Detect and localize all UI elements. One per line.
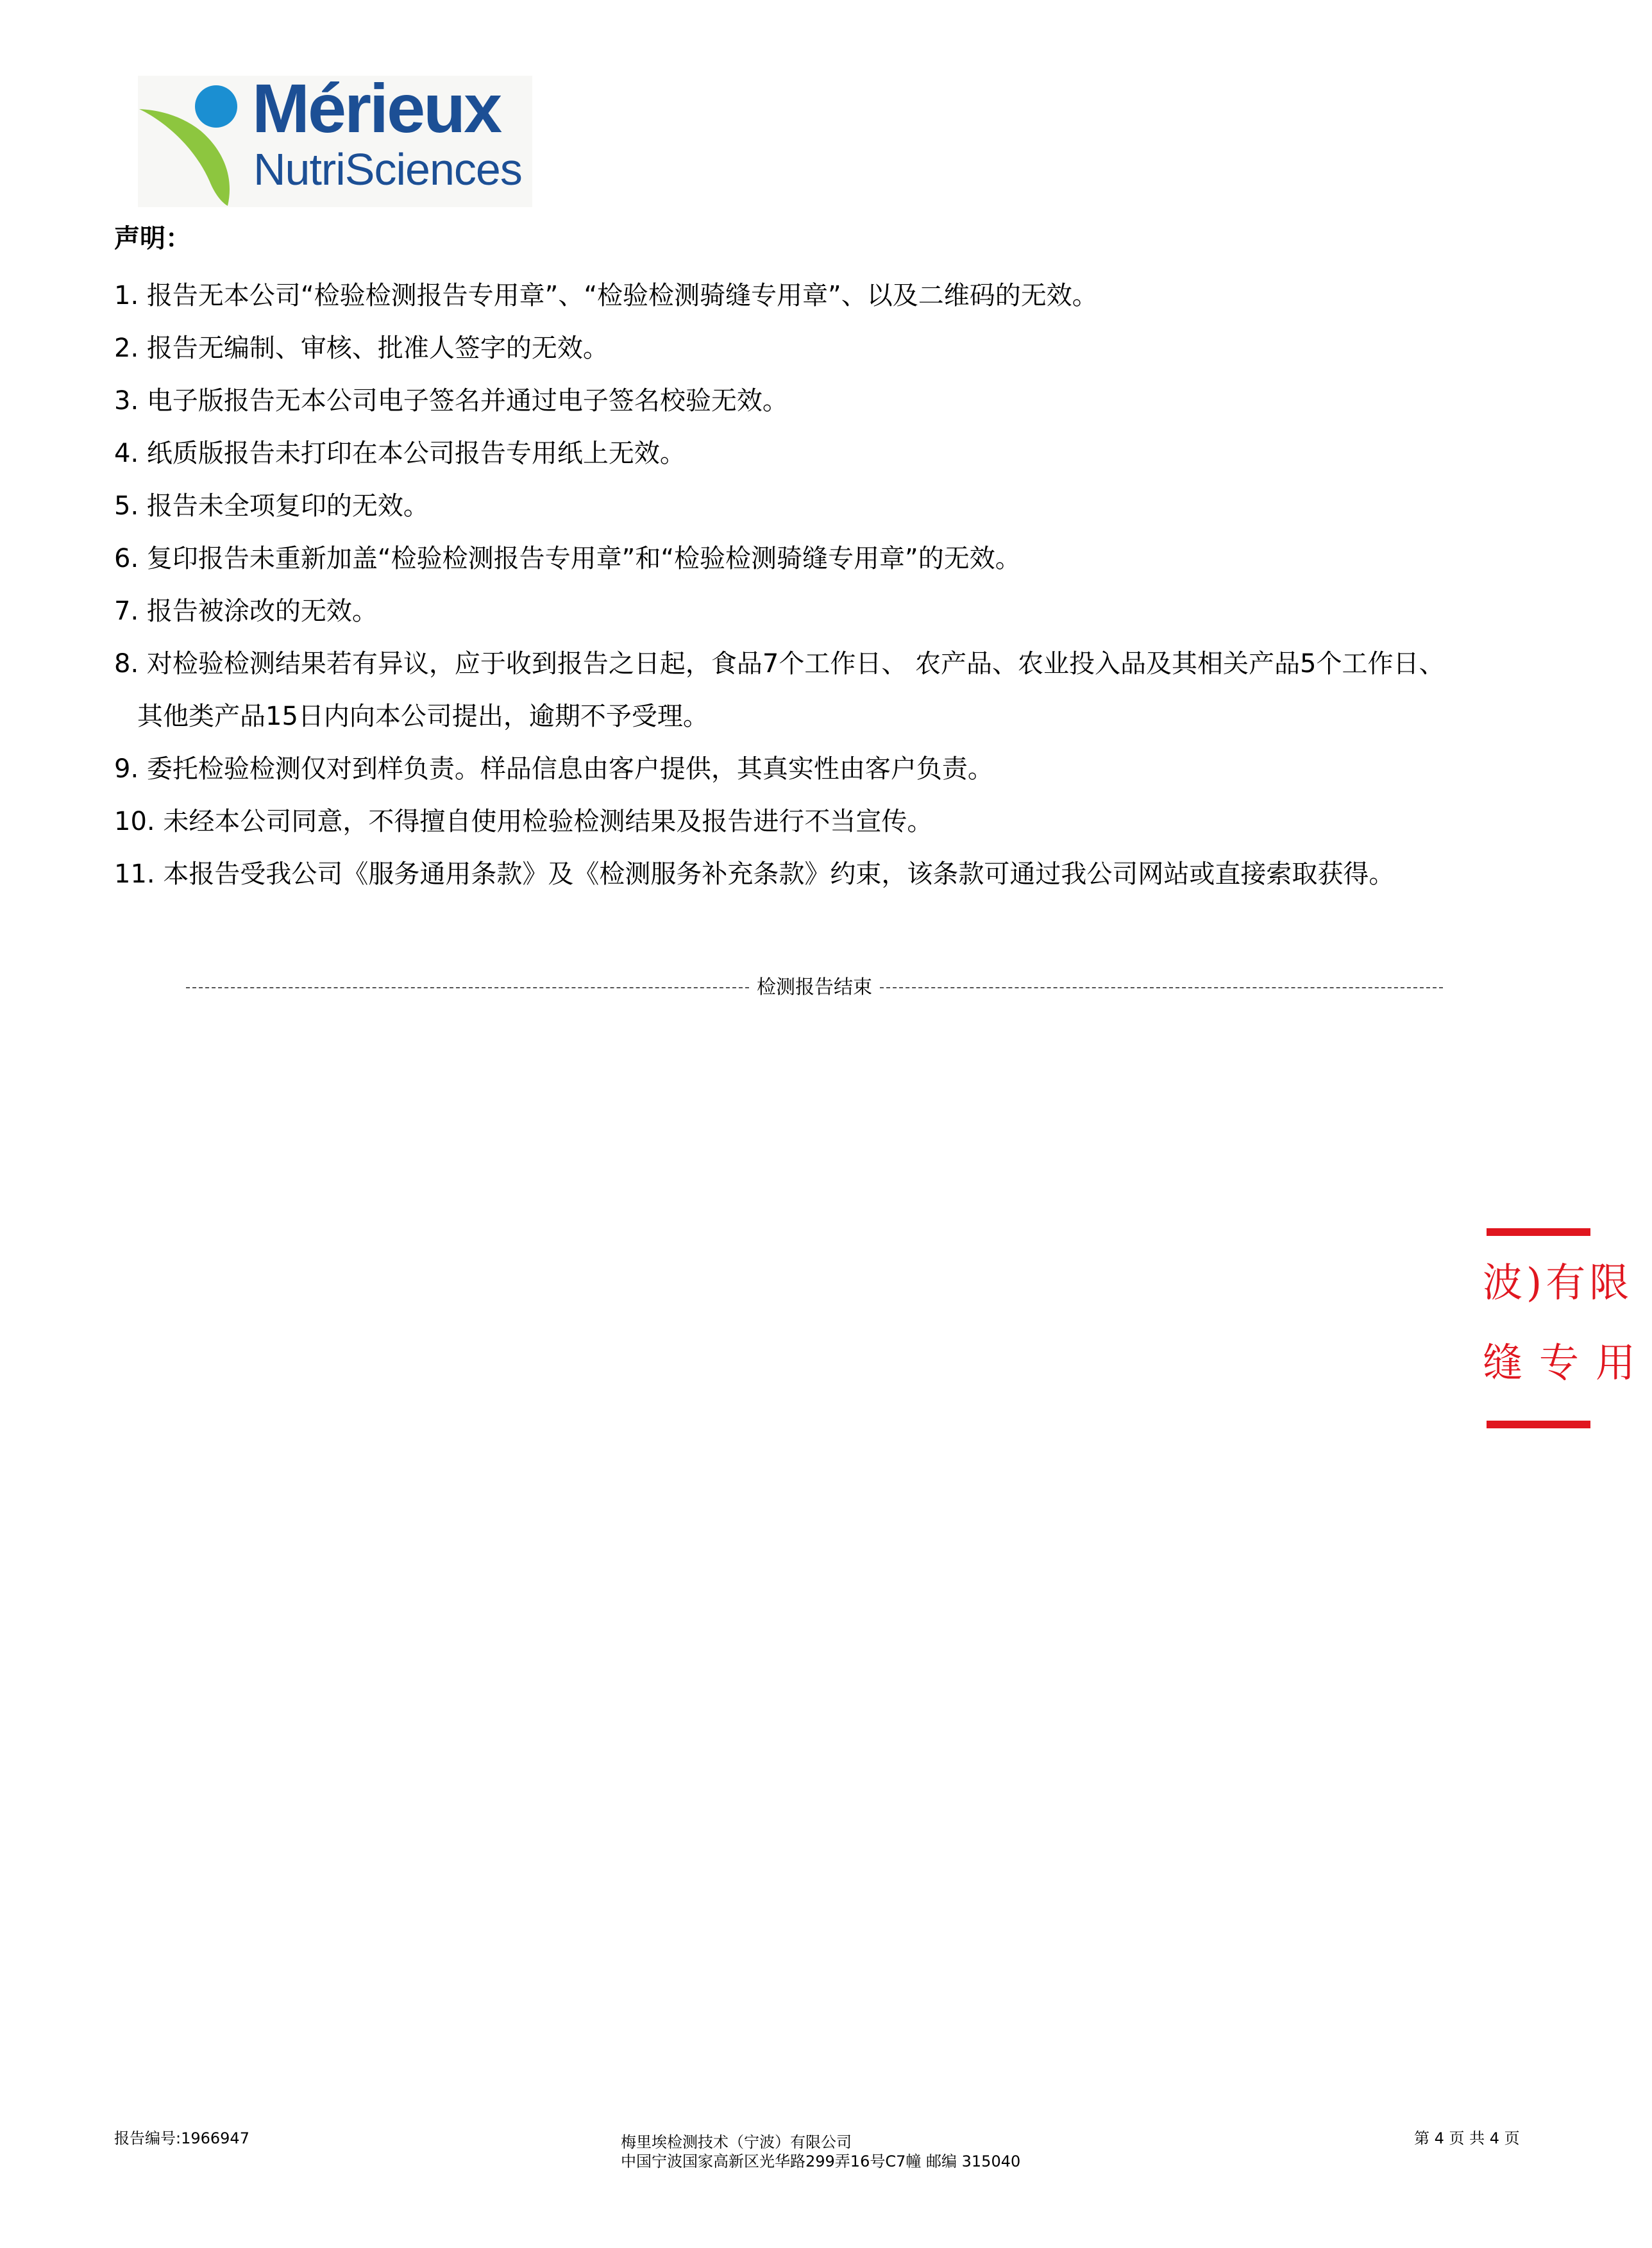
declaration-item-8-continued — [114, 690, 1493, 743]
footer-company-name: 梅里埃检测技术（宁波）有限公司 — [621, 2133, 852, 2151]
declaration-item-7: 7. 报告被涂改的无效。 — [114, 596, 378, 626]
dashed-line-left — [186, 987, 749, 988]
report-end-divider — [186, 975, 1443, 1001]
declaration-item-9: 9. 委托检验检测仅对到样负责。样品信息由客户提供，其真实性由客户负责。 — [114, 754, 993, 784]
seal-bottom-border — [1487, 1421, 1590, 1428]
merieux-nutrisciences-logo — [138, 69, 532, 207]
seal-top-border — [1487, 1228, 1590, 1236]
footer-page-info: 第 4 页 共 4 页 — [1414, 2129, 1520, 2147]
declaration-list — [114, 269, 1493, 900]
report-end-text: 检测报告结束 — [757, 976, 872, 999]
footer-report-number: 报告编号:1966947 — [114, 2129, 249, 2147]
declaration-item-5: 5. 报告未全项复印的无效。 — [114, 491, 429, 521]
footer-company-address: 中国宁波国家高新区光华路299弄16号C7幢 邮编 315040 — [621, 2152, 1021, 2170]
logo-brand-top: Mérieux — [252, 69, 501, 147]
declaration-title: 声明： — [114, 224, 191, 253]
dashed-line-right — [880, 987, 1443, 988]
declaration-item-10: 10. 未经本公司同意，不得擅自使用检验检测结果及报告进行不当宣传。 — [114, 807, 933, 836]
seal-text-line-2: 缝专用 — [1483, 1339, 1652, 1386]
logo-brand-bottom: NutriSciences — [253, 144, 522, 194]
footer-company-info — [621, 2133, 1020, 2171]
declaration-item-8-continuation-text: 其他类产品15日内向本公司提出，逾期不予受理。 — [137, 702, 709, 731]
logo-dot-shape — [195, 85, 237, 128]
declaration-item-8: 8. 对检验检测结果若有异议，应于收到报告之日起，食品7个工作日、 农产品、农业投入品及其相关产品5个工作日、 — [114, 649, 1445, 679]
declaration-item-3: 3. 电子版报告无本公司电子签名并通过电子签名校验无效。 — [114, 386, 788, 416]
declaration-item-6: 6. 复印报告未重新加盖“检验检测报告专用章”和“检验检测骑缝专用章”的无效。 — [114, 544, 1021, 573]
perforation-seal-stamp — [1483, 1228, 1652, 1428]
declaration-item-11: 11. 本报告受我公司《服务通用条款》及《检测服务补充条款》约束，该条款可通过我公司网站或直接索取获得。 — [114, 859, 1395, 889]
logo-mark — [138, 69, 532, 207]
seal-text-line-1: 波)有限 — [1483, 1259, 1633, 1306]
declaration-item-1: 1. 报告无本公司“检验检测报告专用章”、“检验检测骑缝专用章”、以及二维码的无效。 — [114, 281, 1098, 310]
declaration-item-4: 4. 纸质版报告未打印在本公司报告专用纸上无效。 — [114, 439, 686, 468]
declaration-item-2: 2. 报告无编制、审核、批准人签字的无效。 — [114, 334, 609, 363]
